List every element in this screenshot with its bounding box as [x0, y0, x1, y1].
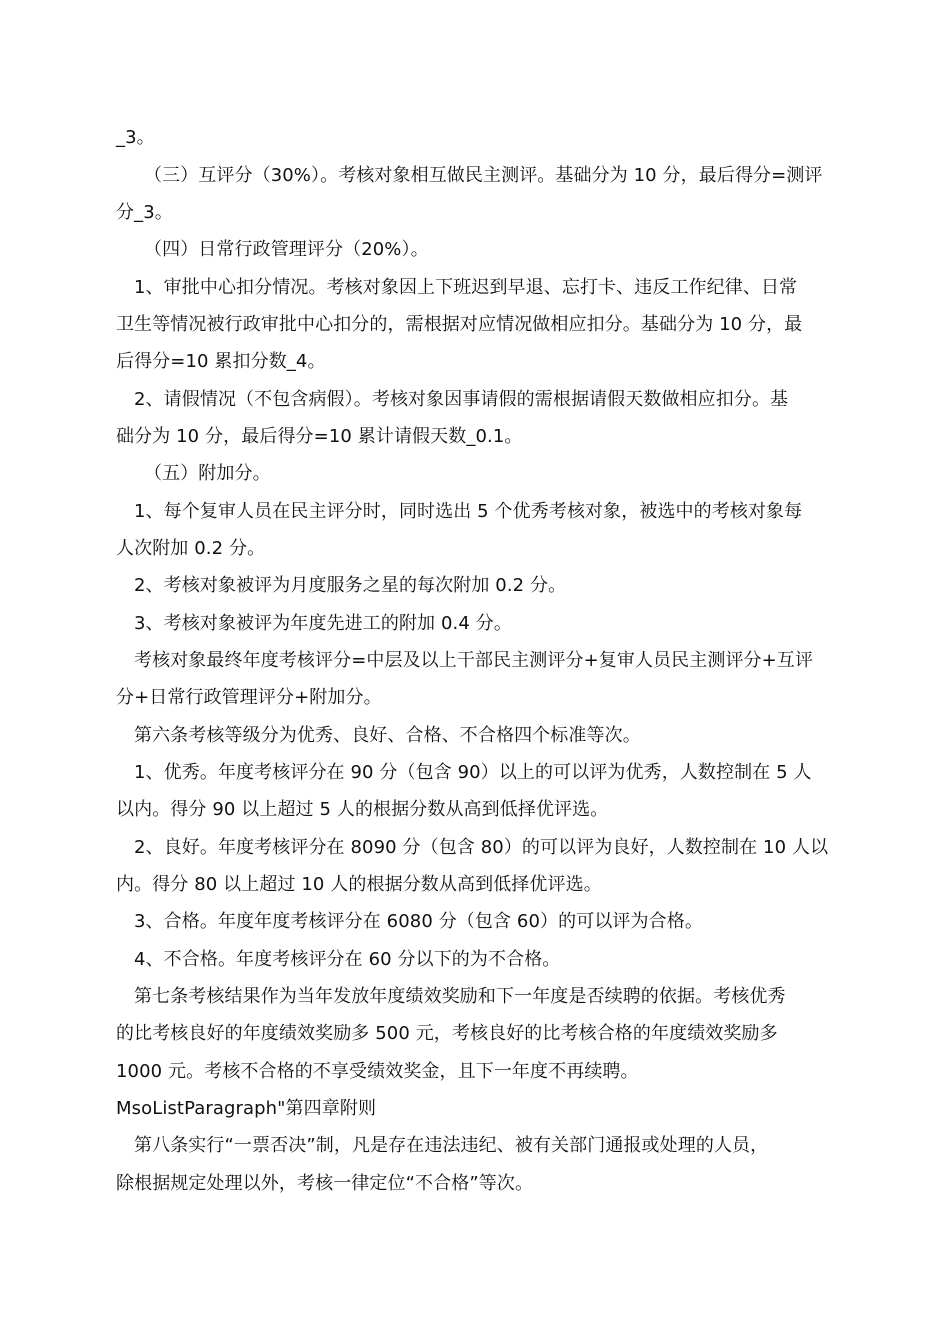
text-line-1: _3。	[116, 127, 155, 148]
text-line-19: 以内。得分 90 以上超过 5 人的根据分数从高到低择优评选。	[116, 799, 609, 820]
text-line-15: 考核对象最终年度考核评分=中层及以上干部民主测评分+复审人员民主测评分+互评	[134, 650, 814, 671]
text-line-27: MsoListParagraph"第四章附则	[116, 1098, 377, 1119]
text-line-24: 第七条考核结果作为当年发放年度绩效奖励和下一年度是否续聘的依据。考核优秀	[134, 986, 786, 1007]
text-line-9: 础分为 10 分，最后得分=10 累计请假天数_0.1。	[116, 426, 523, 447]
text-line-23: 4、不合格。年度考核评分在 60 分以下的为不合格。	[134, 949, 561, 970]
text-line-11: 1、每个复审人员在民主评分时，同时选出 5 个优秀考核对象，被选中的考核对象每	[134, 501, 803, 522]
text-line-5: 1、审批中心扣分情况。考核对象因上下班迟到早退、忘打卡、违反工作纪律、日常	[134, 277, 798, 298]
text-line-8: 2、请假情况（不包含病假）。考核对象因事请假的需根据请假天数做相应扣分。基	[134, 389, 789, 410]
text-line-28: 第八条实行“一票否决”制，凡是存在违法违纪、被有关部门通报或处理的人员，	[134, 1135, 769, 1156]
text-line-14: 3、考核对象被评为年度先进工的附加 0.4 分。	[134, 613, 512, 634]
text-line-25: 的比考核良好的年度绩效奖励多 500 元，考核良好的比考核合格的年度绩效奖励多	[116, 1023, 778, 1044]
text-line-12: 人次附加 0.2 分。	[116, 538, 266, 559]
text-line-13: 2、考核对象被评为月度服务之星的每次附加 0.2 分。	[134, 575, 567, 596]
text-line-7: 后得分=10 累扣分数_4。	[116, 351, 326, 372]
text-line-3: 分_3。	[116, 202, 173, 223]
text-line-4: （四）日常行政管理评分（20%）。	[144, 239, 429, 260]
text-line-26: 1000 元。考核不合格的不享受绩效奖金，且下一年度不再续聘。	[116, 1061, 639, 1082]
text-line-21: 内。得分 80 以上超过 10 人的根据分数从高到低择优评选。	[116, 874, 602, 895]
text-line-18: 1、优秀。年度考核评分在 90 分（包含 90）以上的可以评为优秀，人数控制在 5 人	[134, 762, 812, 783]
text-line-16: 分+日常行政管理评分+附加分。	[116, 687, 382, 708]
text-line-6: 卫生等情况被行政审批中心扣分的，需根据对应情况做相应扣分。基础分为 10 分，最	[116, 314, 803, 335]
text-line-20: 2、良好。年度考核评分在 8090 分（包含 80）的可以评为良好，人数控制在 10 人以	[134, 837, 829, 858]
text-line-10: （五）附加分。	[144, 463, 271, 484]
text-line-29: 除根据规定处理以外，考核一律定位“不合格”等次。	[116, 1173, 534, 1194]
text-line-17: 第六条考核等级分为优秀、良好、合格、不合格四个标准等次。	[134, 725, 641, 746]
text-line-22: 3、合格。年度年度考核评分在 6080 分（包含 60）的可以评为合格。	[134, 911, 703, 932]
text-line-2: （三）互评分（30%）。考核对象相互做民主测评。基础分为 10 分，最后得分=测评	[144, 165, 823, 186]
